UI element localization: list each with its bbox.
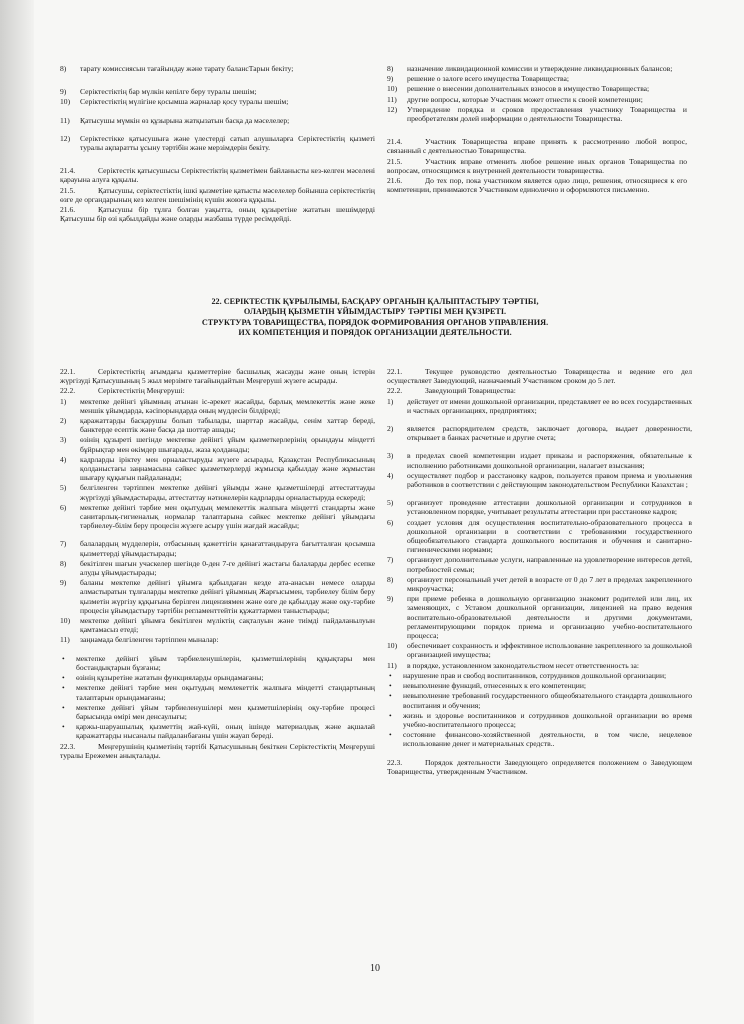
bullet-item: • состояние финансово-хозяйственной деятельности, в том числе, нецелевое использование денег и материальных средств.. <box>389 730 692 749</box>
bullet-item: • өзінің құзыретіне жататын функцияларды орындамағаны; <box>62 673 264 683</box>
list-item: 1) мектепке дейінгі ұйымның атынан іс-әрекет жасайды, барлық мемлекеттік және жеке меншік ұйымдарда, кәсіпорындарда оның мүддесін білдіреді; <box>60 396 375 415</box>
list-item: 9) Серіктестіктің бар мүлкін кепілге беру туралы шешім; <box>60 87 257 97</box>
page-number: 10 <box>370 963 380 974</box>
bullet-icon: • <box>62 683 65 693</box>
paragraph: 22.2. Заведующий Товарищества: <box>387 386 516 396</box>
bottom-right-column <box>387 367 692 777</box>
list-item: 10) решение о внесении дополнительных взносов в имущество Товарищества; <box>387 84 650 94</box>
paragraph: 22.2. Серіктестіктің Меңгеруші: <box>60 386 185 396</box>
bullet-item: • невыполнение функций, отнесенных к его компетенции; <box>389 681 586 691</box>
bullet-icon: • <box>389 730 392 740</box>
list-item: 8) организует персональный учет детей в возрасте от 0 до 7 лет в пределах закрепленного микроучастка; <box>387 574 692 594</box>
bullet-icon: • <box>389 710 392 720</box>
list-item: 8) тарату комиссиясын тағайындау және тарату балансТарын бекіту; <box>60 64 294 73</box>
list-item: 4) осуществляет подбор и расстановку кадров, пользуется правом приема и увольнения работников в соответствии с действующим законодательством Республики Казахстан ; <box>387 470 692 490</box>
list-item: 7) организует дополнительные услуги, направленные на удовлетворение интересов детей, потребностей семьи; <box>387 555 692 574</box>
paragraph: 21.4. Участник Товарищества вправе принять к рассмотрению любой вопрос, связанный с деятельностью Товарищества. <box>387 137 687 156</box>
list-item: 10) обеспечивает сохранность и эффективное использование закрепленного за дошкольной организацией имущества; <box>387 641 692 660</box>
bullet-icon: • <box>62 702 65 712</box>
list-item: 8) назначение ликвидационной комиссии и утверждение ликвидационных балансов; <box>387 64 673 73</box>
bullet-item: • мектепке дейінгі ұйым тәрбиеленушілері мен қызметшілерінің оқу-тәрбие процесі барысында өмірі мен денсаулығы; <box>62 702 375 721</box>
list-item: 6) мектепке дейінгі тәрбие мен оқытудың мемлекеттік жалпыға міндетті стандарты және санитарлық-гигиеналық нормалар талаптарына сәйкес мектепке дейінгі ұйымдағы тәрбиелеу-білім беру процесін жүзеге асыру үшін жағдай жасайды; <box>60 502 375 531</box>
list-item: 11) Қатысушы мүмкін өз құзырына жатқызатын басқа да мәселелер; <box>60 115 290 125</box>
paragraph: 21.6. Қатысушы бір тұлға болған уақытта, оның құзыретіне жататын шешімдерді Қатысушы бір өзі қабылдайды және оларды жазбаша түрде ресімдейді. <box>60 205 375 224</box>
bullet-item: • мектепке дейінгі ұйым тәрбиеленушілерін, қызметшілерінің құқықтары мен бостандықтарын бұзғаны; <box>62 653 375 672</box>
bullet-icon: • <box>389 691 392 701</box>
list-item: 12) Серіктестікке қатысушыға және үлестерді сатып алушыларға Серіктестіктің қызметі туралы ақпаратты ұсыну тәртібін және мерзімдерін бекіту. <box>60 133 375 153</box>
bullet-icon: • <box>62 653 65 663</box>
list-item: 3) в пределах своей компетенции издает приказы и распоряжения, обязательные к исполнению работниками дошкольной организации, налагает взыскания; <box>387 451 692 470</box>
section-heading: 22. СЕРІКТЕСТІК ҚҰРЫЛЫМЫ, БАСҚАРУ ОРГАНЫН ҚАЛЫПТАСТЫРУ ТӘРТІБІ, ОЛАРДЫҢ ҚЫЗМЕТІН ҰЙЫМДАСТЫРУ ТӘРТІБІ МЕН ҚҰЗІРЕТІ. СТРУКТУРА ТОВАРИЩЕСТВА, ПОРЯДОК ФОРМИРОВАНИЯ ОРГАНОВ УПРАВЛЕНИЯ. ИХ КОМПЕТЕНЦИЯ И ПОРЯДОК ОРГАНИЗАЦИИ ДЕЯТЕЛЬНОСТИ. <box>201 297 549 338</box>
bullet-icon: • <box>62 722 65 732</box>
list-item: 11) заңнамада белгіленген тәртіппен мыналар: <box>60 635 219 645</box>
bullet-item: • қаржы-шаруашылық қызметтің жай-күйі, оның ішінде материалдық және ақшалай қаражаттарды нысаналы пайдаланбағаны үшін жауап береді. <box>62 722 375 741</box>
list-item: 6) создает условия для осуществления воспитательно-образовательного процесса в дошкольной организации в соответствии с требованиями государственного общеобязательного стандарта дошкольного воспитания и обучения и санитарно-гигиеническими нормами; <box>387 517 692 555</box>
bullet-item: • нарушение прав и свобод воспитанников, сотрудников дошкольной организации; <box>389 670 667 680</box>
top-right-column <box>387 64 687 195</box>
bullet-item: • жизнь и здоровье воспитанников и сотрудников дошкольной организации во время учебно-воспитательного процесса; <box>389 710 692 729</box>
bullet-icon: • <box>62 673 65 683</box>
list-item: 7) балалардың мүдделерін, отбасының қажеттігін қанағаттандыруға бағытталған қосымша қызметтерді ұйымдастырады; <box>60 539 375 558</box>
list-item: 9) решение о залоге всего имущества Товарищества; <box>387 74 569 84</box>
list-item: 9) баланы мектепке дейінгі ұйымға қабылдаған кезде ата-анасын немесе оларды алмастыратын тұлғаларды мектепке дейінгі ұйымның Жарғысымен, тәрбиелеу білім беру қызметін жүргізу құқығына берілген лицензиямен және өзге де қабылдау және оқу-тәрбие процесін ұйымдастыру тәртібін регламенттейтін құжаттармен таныстырады; <box>60 578 375 615</box>
list-item: 5) организует проведение аттестации дошкольной организации и сотрудников в установленном порядке, учитывает результаты аттестации при расстановке кадров; <box>387 498 692 517</box>
list-item: 5) белгіленген тәртіппен мектепке дейінгі ұйымды және қызметшілерді аттестаттауды жүргізуді ұйымдастырады, аттестаттау нәтижелерін кадрларды орналастыруда ескереді; <box>60 483 375 502</box>
list-item: 10) мектепке дейінгі ұйымға бекітілген мүліктің сақталуын және тиімді пайдаланылуын қамтамасыз етеді; <box>60 616 375 635</box>
list-item: 11) другие вопросы, которые Участник может отнести к своей компетенции; <box>387 94 643 104</box>
list-item: 11) в порядке, установленном законодательством несет ответственность за: <box>387 660 640 670</box>
list-item: 10) Серіктестіктің мүлігіне қосымша жарналар қосу туралы шешім; <box>60 97 289 107</box>
paragraph: 21.5. Қатысушы, серіктестіктің ішкі қызметіне қатысты мәселелер бойынша серіктестіктің өзге де органдарының кез келген шешімінің күшін жоюға құқылы. <box>60 185 375 204</box>
top-left-column <box>60 64 375 224</box>
bottom-left-column <box>60 367 375 761</box>
scan-edge-shadow <box>0 0 34 1024</box>
list-item: 2) қаражаттарды басқарушы болып табылады, шарттар жасайды, сенім хаттар береді, банктерде есептік және басқа да шоттар ашады; <box>60 416 375 435</box>
list-item: 8) бекітілген шағын учаскелер шегінде 0-ден 7-ге дейінгі жастағы балаларды дербес есепке алуды ұйымдастырады; <box>60 558 375 578</box>
list-item: 4) кадрларды іріктеу мен орналастыруды жүзеге асырады, Қазақстан Республикасының қолданыстағы заңнамасына сәйкес қызметкерлерді жұмысқа қабылдау және жұмыстан шығару құқығын пайдаланады; <box>60 454 375 483</box>
paragraph: 21.4. Серіктестік қатысушысы Серіктестіктің қызметімен байланысты кез-келген мәселені қарауына алуға құқылы. <box>60 166 375 185</box>
bullet-icon: • <box>389 681 392 691</box>
list-item: 3) өзінің құзыреті шегінде мектепке дейінгі ұйым қызметкерлерінің орындауы міндетті бұйрықтар мен өкімдер шығарады, жаза қолданады; <box>60 435 375 454</box>
paragraph: 22.3. Меңгерушінің қызметінің тәртібі Қатысушының бекіткен Серіктестіктің Меңгеруші туралы Ережемен анықталады. <box>60 741 375 760</box>
paragraph: 21.6. До тех пор, пока участником является одно лицо, решения, относящиеся к его компетенции, принимаются Участником единолично и оформляются письменно. <box>387 176 687 195</box>
paragraph: 22.1. Текущее руководство деятельностью Товарищества и ведение его дел осуществляет Заведующий, назначаемый Участником сроком до 5 лет. <box>387 367 692 386</box>
list-item: 12) Утверждение порядка и сроков предоставления участнику Товарищества и преобретателям долей информации о деятельности Товарищества. <box>387 104 687 124</box>
list-item: 2) является распорядителем средств, заключает договора, выдает доверенности, открывает в банках расчетные и другие счета; <box>387 424 692 443</box>
bullet-item: • мектепке дейінгі тәрбие мен оқытудың мемлекеттік жалпыға міндетті стандартының талаптарын орындамағаны; <box>62 683 375 702</box>
paragraph: 22.1. Серіктестіктің ағымдағы қызметтеріне басшылық жасауды және оның істерін жүргізуді Қатысушының 5 жыл мерзімге тағайындайтын Меңгеруші жүзеге асырады. <box>60 367 375 386</box>
list-item: 9) при приеме ребенка в дошкольную организацию знакомит родителей или лиц, их заменяющих, с Уставом дошкольной организации, лицензией на право ведения воспитательно-образовательной деятельности и другими документами, регламентирующими порядок приема и организацию учебно-воспитательного процесса; <box>387 594 692 641</box>
paragraph: 22.3. Порядок деятельности Заведующего определяется положением о Заведующем Товарищества, утвержденным Участником. <box>387 757 692 776</box>
paragraph: 21.5. Участник вправе отменить любое решение иных органов Товарищества по вопросам, относящимся к внутренней деятельности товарищества. <box>387 156 687 175</box>
bullet-item: • невыполнение требований государственного общеобязательного стандарта дошкольного воспитания и обучения; <box>389 691 692 710</box>
bullet-icon: • <box>389 670 392 680</box>
list-item: 1) действует от имени дошкольной организации, представляет ее во всех государственных и частных организациях, предприятиях; <box>387 396 692 415</box>
